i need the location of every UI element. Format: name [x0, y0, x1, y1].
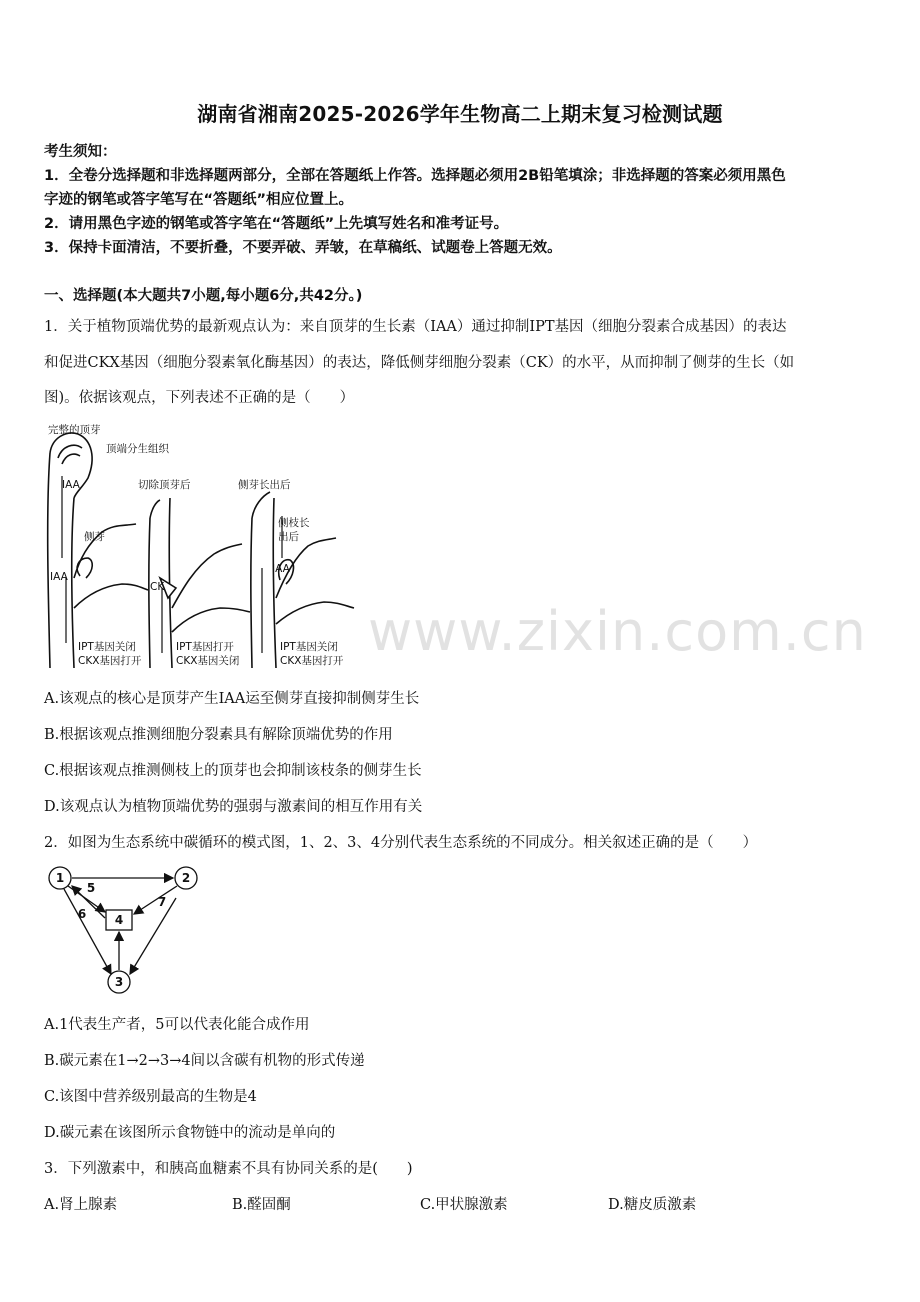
q1-option-d[interactable]: D.该观点认为植物顶端优势的强弱与激素间的相互作用有关 [44, 799, 423, 815]
arrow-label-7: 7 [157, 895, 167, 909]
q2-option-b[interactable]: B.碳元素在1→2→3→4间以含碳有机物的形式传递 [44, 1053, 365, 1069]
figure-label: IAA [62, 479, 80, 491]
carbon-cycle-figure [44, 862, 204, 998]
notice-heading: 考生须知： [44, 144, 117, 160]
question-2-stem: 2．如图为生态系统中碳循环的模式图，1、2、3、4分别代表生态系统的不同成分。相关叙述正确的是（ ） [44, 835, 758, 851]
q1-option-b[interactable]: B.根据该观点推测细胞分裂素具有解除顶端优势的作用 [44, 727, 393, 743]
q2-option-a[interactable]: A.1代表生产者，5可以代表化能合成作用 [44, 1017, 310, 1033]
node-4: 4 [114, 913, 124, 927]
figure-label: IPT基因关闭 [78, 641, 136, 653]
figure-label: IPT基因打开 [176, 641, 234, 653]
question-1-stem: 图)。依据该观点，下列表述不正确的是（ ） [44, 390, 355, 406]
q3-option-b[interactable]: B.醛固酮 [232, 1197, 291, 1213]
question-1-stem: 1．关于植物顶端优势的最新观点认为：来自顶芽的生长素（IAA）通过抑制IPT基因（细胞分裂素合成基因）的表达 [44, 319, 787, 335]
q1-option-a[interactable]: A.该观点的核心是顶芽产生IAA运至侧芽直接抑制侧芽生长 [44, 691, 420, 707]
figure-label: CK [150, 581, 165, 593]
notice-item: 字迹的钢笔或答字笔写在“答题纸”相应位置上。 [44, 192, 354, 208]
notice-item: 3．保持卡面清洁，不要折叠，不要弄破、弄皱，在草稿纸、试题卷上答题无效。 [44, 240, 562, 256]
figure-label: 侧枝长 [278, 517, 310, 529]
figure-label: 切除顶芽后 [138, 479, 191, 491]
figure-label: 出后 [278, 531, 299, 543]
q3-option-c[interactable]: C.甲状腺激素 [420, 1197, 508, 1213]
watermark: www.zixin.com.cn [368, 600, 867, 663]
figure-label: 侧芽 [84, 531, 105, 543]
section-heading: 一、选择题(本大题共7小题,每小题6分,共42分。) [44, 288, 363, 304]
figure-label: 完整的顶芽 [48, 424, 101, 436]
figure-label: CKX基因打开 [78, 655, 142, 667]
q2-option-c[interactable]: C.该图中营养级别最高的生物是4 [44, 1089, 257, 1105]
notice-item: 1．全卷分选择题和非选择题两部分，全部在答题纸上作答。选择题必须用2B铅笔填涂；非选择题的答案必须用黑色 [44, 168, 786, 184]
question-3-stem: 3．下列激素中，和胰高血糖素不具有协同关系的是( ) [44, 1161, 413, 1177]
apical-dominance-figure [44, 418, 364, 673]
figure-label: IAA [50, 571, 68, 583]
notice-item: 2．请用黑色字迹的钢笔或答字笔在“答题纸”上先填写姓名和准考证号。 [44, 216, 509, 232]
q3-option-d[interactable]: D.糖皮质激素 [608, 1197, 697, 1213]
figure-label: CKX基因关闭 [176, 655, 240, 667]
q1-option-c[interactable]: C.根据该观点推测侧枝上的顶芽也会抑制该枝条的侧芽生长 [44, 763, 422, 779]
node-1: 1 [55, 871, 65, 885]
page-title: 湖南省湘南2025-2026学年生物高二上期末复习检测试题 [197, 102, 723, 126]
q3-option-a[interactable]: A.肾上腺素 [44, 1197, 118, 1213]
arrow-label-5: 5 [86, 881, 96, 895]
figure-label: IAA [272, 563, 290, 575]
node-3: 3 [114, 975, 124, 989]
figure-label: 侧芽长出后 [238, 479, 291, 491]
figure-label: IPT基因关闭 [280, 641, 338, 653]
node-2: 2 [181, 871, 191, 885]
q2-option-d[interactable]: D.碳元素在该图所示食物链中的流动是单向的 [44, 1125, 336, 1141]
figure-label: CKX基因打开 [280, 655, 344, 667]
arrow-label-6: 6 [77, 907, 87, 921]
figure-label: 顶端分生组织 [106, 443, 169, 455]
question-1-stem: 和促进CKX基因（细胞分裂素氧化酶基因）的表达，降低侧芽细胞分裂素（CK）的水平，从而抑制了侧芽的生长（如 [44, 355, 795, 371]
